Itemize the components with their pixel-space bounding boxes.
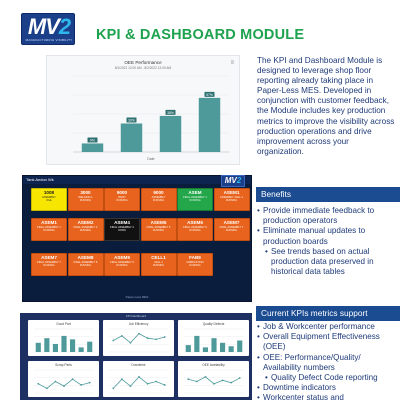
bullet-icon: • (265, 246, 268, 256)
tile-line1: ASSEMBLY (42, 196, 56, 199)
kpi-point (130, 385, 132, 387)
kpi-point (46, 388, 48, 390)
bullet-icon: • (257, 226, 260, 236)
andon-title: Tank Andon Wk (26, 177, 54, 182)
kpi-point (121, 335, 123, 337)
kpi-panel-title: Scrap Parts (55, 363, 72, 367)
workcenter-tile[interactable] (68, 218, 104, 241)
workcenter-tile[interactable] (141, 188, 177, 211)
kpi-grid-title: KPI Dashboard (125, 314, 147, 318)
kpi-bar (79, 347, 84, 352)
tile-line2: RUNNING (152, 229, 165, 232)
tile-line2: RUNNING (152, 264, 165, 267)
kpi-bar (61, 336, 66, 352)
tile-line1: FINAL ASSEMBLY 8 (73, 261, 98, 264)
tile-line1: FINAL ASSEMBLY 2 (73, 226, 98, 229)
benefits-heading: Benefits (256, 187, 400, 202)
kpi-bar (211, 338, 216, 352)
benefits-item (257, 247, 400, 278)
kpi-bar (70, 339, 75, 352)
oee-bar (121, 124, 142, 153)
kpi-panel-title: Good Part (56, 322, 71, 326)
tile-line2: RUNNING (225, 229, 238, 232)
tile-line1: FINAL ASSEMBLY 4 (110, 226, 134, 229)
kpi-mini-chart (28, 361, 99, 397)
company-logo (21, 13, 75, 45)
workcenter-tile[interactable] (214, 188, 250, 211)
workcenter-tile[interactable] (104, 188, 140, 211)
kpi-panel-title: Quality Defects (202, 322, 225, 326)
tile-line1: CELL 1 (154, 261, 163, 264)
kpi-mini-chart (28, 320, 99, 356)
kpi-panel-title: OEE Availability (202, 363, 225, 367)
kpi-point (89, 382, 91, 384)
benefits-item (257, 226, 400, 246)
kpi-panel[interactable] (178, 361, 249, 397)
benefits-item (257, 206, 400, 226)
tile-name: 1008 (43, 190, 55, 195)
kpi-point (164, 384, 166, 386)
tile-line2: DOWN (118, 229, 126, 232)
workcenter-tile[interactable] (31, 218, 67, 241)
andon-footer: Paper-Less MES (125, 295, 149, 299)
tile-line1: FINAL ASSEMBLY 7 (37, 261, 61, 264)
workcenter-tile[interactable] (68, 188, 104, 211)
kpi-bar (53, 344, 58, 352)
kpi-mini-chart (103, 320, 174, 356)
kpi-point (155, 338, 157, 340)
tile-line2: RUNNING (43, 264, 55, 267)
kpi-panel[interactable] (28, 361, 99, 397)
tile-line2: RUNNING (116, 199, 128, 202)
kpis-item-text: Quality Defect Code reporting (271, 373, 378, 383)
tile-line1: ASSEMBLY CELL 1 (219, 196, 244, 199)
kpi-line (113, 377, 164, 389)
workcenter-tile[interactable] (104, 253, 140, 276)
kpi-point (130, 342, 132, 344)
kpi-bar (44, 338, 49, 352)
tile-name: ASEM8 (77, 255, 94, 260)
tile-name: ASEM1 (41, 220, 57, 225)
kpi-point (205, 376, 207, 378)
kpi-point (187, 378, 189, 380)
kpi-line (38, 379, 89, 388)
kpi-bar (186, 345, 191, 352)
oee-bar-label: 57% (206, 92, 213, 97)
bullet-icon: • (257, 352, 260, 362)
workcenter-tile[interactable] (214, 218, 250, 241)
tile-line2: RUNNING (116, 264, 128, 267)
bullet-icon: • (257, 322, 260, 331)
kpi-panel[interactable] (103, 361, 174, 397)
bullet-icon: • (257, 332, 260, 342)
logo-tagline: MANUFACTURING VISIBILITY (25, 38, 73, 42)
kpi-point (147, 383, 149, 385)
tile-name: ASEM2 (77, 220, 94, 225)
kpis-item (257, 393, 400, 403)
kpi-panel[interactable] (103, 320, 174, 356)
benefits-list (257, 206, 400, 277)
kpis-item (257, 353, 400, 373)
kpi-point (112, 340, 114, 342)
bullet-icon: • (257, 383, 260, 393)
kpi-point (222, 379, 224, 381)
andon-logo: MV2 (221, 175, 245, 187)
kpi-point (80, 384, 82, 386)
kpi-bar (36, 343, 41, 352)
kpi-point (147, 337, 149, 339)
benefits-item-text: Provide immediate feedback to production operators (263, 206, 375, 226)
workcenter-tile[interactable] (141, 218, 177, 241)
kpis-item-text: Overall Equipment Effectiveness (OEE) (263, 332, 380, 352)
workcenter-tile[interactable] (31, 188, 67, 211)
kpi-panel[interactable] (178, 320, 249, 356)
kpis-item-text: OEE: Performance/Quality/ Availability numbers (263, 352, 361, 372)
kpis-item (257, 322, 400, 332)
kpis-item (257, 373, 400, 383)
logo-accent: 2 (58, 14, 71, 39)
kpi-mini-chart (178, 320, 249, 356)
oee-chart-subtitle: 8/1/2022 12:00 AM - 8/2/2022 12:00 AM (114, 66, 172, 70)
tile-line1: FABRICATION (186, 261, 204, 264)
tile-line1: FINAL ASSEMBLY 1 (183, 196, 207, 199)
kpi-bar (229, 346, 234, 352)
tile-line1: FINAL ASSEMBLY 5 (146, 226, 171, 229)
tile-line1: ASSEMBLY (151, 196, 166, 199)
intro-paragraph: The KPI and Dashboard Module is designed to leverage shop floor reporting already taking place in Paper-Less MES. Developed in conjunction with customer feedback, the Module includes key production metrics to improve the visibility across production operations and drive improvement across your organization. (257, 56, 395, 156)
kpi-bar (237, 341, 242, 353)
kpi-point (164, 336, 166, 338)
tile-name: 3000 (80, 190, 91, 195)
kpis-item (257, 332, 400, 352)
oee-bar (160, 116, 181, 152)
kpi-point (239, 377, 241, 379)
oee-bar (199, 98, 220, 152)
kpi-line (113, 334, 164, 343)
page-title: KPI & DASHBOARD MODULE (96, 27, 305, 43)
kpi-bar (87, 342, 92, 352)
workcenter-tile[interactable] (104, 218, 140, 241)
tile-line1: FINAL ASSEMBLY 1 (37, 226, 61, 229)
kpi-point (138, 333, 140, 335)
kpi-point (155, 381, 157, 383)
kpi-grid-screenshot (20, 313, 252, 400)
bullet-icon: • (265, 373, 268, 383)
kpi-panel[interactable] (28, 320, 99, 356)
workcenter-tile[interactable] (177, 188, 213, 211)
tile-line2: RUNNING (79, 199, 92, 202)
tile-name: FAB9 (189, 255, 201, 260)
tile-name: ASEM6 (187, 220, 203, 225)
kpis-heading: Current KPIs metrics support (256, 306, 400, 321)
kpi-point (72, 378, 74, 380)
bullet-icon: • (257, 393, 260, 403)
kpi-point (213, 383, 215, 385)
workcenter-tiles (31, 188, 245, 294)
tile-line2: RUNNING (152, 199, 165, 202)
kpis-item (257, 383, 400, 393)
kpi-mini-chart (178, 361, 249, 397)
kpi-point (230, 382, 232, 384)
workcenter-tile[interactable] (177, 218, 213, 241)
hamburger-icon: ≡ (230, 60, 234, 66)
benefits-item-text: Eliminate manual updates to production boards (263, 226, 366, 246)
tile-line2: RUNNING (43, 229, 55, 232)
tile-name: ASEM (188, 190, 202, 195)
tile-line2: RUNNING (79, 229, 92, 232)
tile-name: ASEM1 (223, 190, 240, 195)
workcenter-tile[interactable] (68, 253, 104, 276)
kpi-panel-title: Downtime (131, 363, 146, 367)
logo-text: MV (27, 14, 59, 39)
kpi-bar (203, 347, 208, 352)
tile-line2: RUNNING (189, 229, 201, 232)
oee-bar (82, 143, 103, 152)
oee-x-axis-label: Date (147, 157, 155, 161)
tile-line2: RUNNING (225, 199, 238, 202)
tile-line1: WELDING 1 (78, 196, 93, 199)
workcenter-tile[interactable] (141, 253, 177, 276)
tile-line1: FINAL ASSEMBLY 7 (219, 226, 244, 229)
tile-name: 9000 (116, 190, 128, 195)
oee-bar-chart (47, 56, 239, 164)
kpi-panel-title: Job Efficiency (128, 322, 149, 326)
tile-name: 9000 (153, 190, 164, 195)
tile-line2: RUNNING (189, 264, 201, 267)
tile-name: ASEM9 (114, 255, 130, 260)
tile-name: ASEM7 (41, 255, 57, 260)
oee-bar-label: 9% (90, 138, 95, 143)
tile-line2: RUNNING (79, 264, 92, 267)
kpi-point (37, 383, 39, 385)
tile-name: ASEM5 (150, 220, 167, 225)
oee-chart-title: OEE Performance (124, 60, 162, 65)
kpi-point (196, 381, 198, 383)
bullet-icon: • (257, 206, 260, 215)
kpi-point (112, 388, 114, 390)
tile-name: CELL1 (151, 255, 166, 260)
tile-line1: PAINT (118, 196, 126, 199)
kpi-bar (220, 343, 225, 352)
workcenter-tile[interactable] (31, 253, 67, 276)
tile-name: ASEM7 (223, 220, 240, 225)
kpi-bar (194, 336, 199, 352)
oee-bar-label: 30% (128, 118, 135, 123)
kpis-list (257, 322, 400, 404)
tile-line1: FINAL ASSEMBLY 6 (183, 226, 207, 229)
benefits-item-text: See trends based on actual production data preserved in historical data tables (271, 246, 374, 277)
kpi-point (55, 381, 57, 383)
kpi-mini-chart (103, 361, 174, 397)
tile-line2: RUNNING (189, 199, 201, 202)
tile-line1: FINAL ASSEMBLY 9 (110, 261, 134, 264)
andon-tiles-screenshot (22, 175, 252, 302)
oee-bar-label: 38% (167, 110, 174, 115)
andon-header (23, 176, 251, 184)
kpi-point (138, 376, 140, 378)
kpis-item-text: Downtime indicators (263, 383, 336, 393)
tile-line2: IDLE (46, 199, 52, 202)
kpis-item-text: Workcenter status and (263, 393, 344, 403)
workcenter-tile[interactable] (177, 253, 213, 276)
kpi-point (121, 378, 123, 380)
oee-performance-screenshot (46, 55, 240, 165)
kpi-point (63, 385, 65, 387)
kpis-item-text: Job & Workcenter performance (263, 322, 375, 331)
tile-name: ASEM4 (114, 220, 130, 225)
